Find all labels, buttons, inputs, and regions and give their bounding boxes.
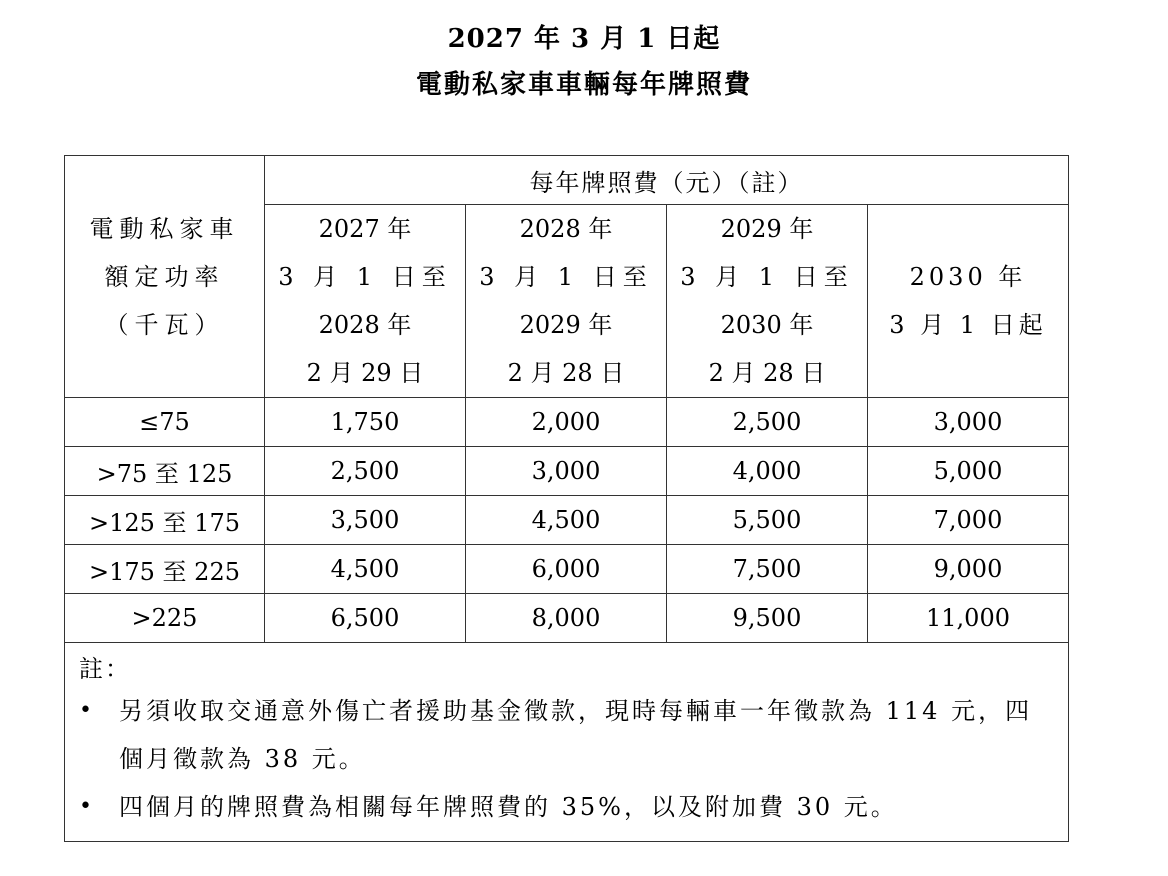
fee-cell: 2,000	[466, 398, 667, 447]
fee-cell: 5,000	[868, 447, 1069, 496]
header-row-main	[65, 156, 1069, 205]
fee-cell: 2,500	[265, 447, 466, 496]
period-line: 2 月 28 日	[708, 359, 826, 387]
fee-cell: 4,500	[466, 496, 667, 545]
fee-cell: 7,000	[868, 496, 1069, 545]
fee-cell: 7,500	[667, 545, 868, 594]
period-line: 2029 年	[519, 311, 613, 339]
period-header	[265, 205, 466, 398]
fee-cell: 4,000	[667, 447, 868, 496]
fee-cell: 3,000	[868, 398, 1069, 447]
power-band-cell: >75 至 125	[65, 447, 265, 496]
period-line: 3 月 1 日至	[680, 263, 854, 291]
note-text: 四個月的牌照費為相關每年牌照費的 35%，以及附加費 30 元。	[119, 793, 898, 821]
power-header-line: （千瓦）	[104, 310, 225, 339]
fee-cell: 6,000	[466, 545, 667, 594]
bullet-icon: •	[79, 794, 95, 819]
period-line: 3 月 1 日至	[479, 263, 653, 291]
note-text: 另須收取交通意外傷亡者援助基金徵款，現時每輛車一年徵款為 114 元，四個月徵款為 38 元。	[119, 697, 1033, 773]
page-title-date: 2027 年 3 月 1 日起	[447, 24, 721, 54]
table-row	[65, 496, 1069, 545]
table-row	[65, 447, 1069, 496]
period-line: 3 月 1 日起	[889, 311, 1047, 339]
period-header	[667, 205, 868, 398]
power-header-line: 電動私家車	[89, 214, 240, 243]
period-line: 2029 年	[720, 215, 814, 243]
bullet-icon: •	[79, 698, 95, 723]
power-band-cell: >175 至 225	[65, 545, 265, 594]
table-row	[65, 594, 1069, 643]
notes-cell	[65, 643, 1069, 842]
period-line: 2 月 29 日	[306, 359, 424, 387]
fee-cell: 8,000	[466, 594, 667, 643]
fee-cell: 6,500	[265, 594, 466, 643]
period-line: 2027 年	[318, 215, 412, 243]
fee-cell: 1,750	[265, 398, 466, 447]
fee-cell: 9,500	[667, 594, 868, 643]
period-line: 2030 年	[720, 311, 814, 339]
note-item	[79, 783, 1054, 831]
power-band-cell: ≤75	[65, 398, 265, 447]
notes-row	[65, 643, 1069, 842]
period-line: 2028 年	[318, 311, 412, 339]
annual-fee-header: 每年牌照費（元）（註）	[265, 156, 1069, 205]
table-row	[65, 545, 1069, 594]
notes-title: 註：	[79, 655, 131, 683]
power-band-cell: >225	[65, 594, 265, 643]
power-rating-header	[65, 156, 265, 398]
fee-cell: 4,500	[265, 545, 466, 594]
period-header	[466, 205, 667, 398]
fee-cell: 2,500	[667, 398, 868, 447]
period-header	[868, 205, 1069, 398]
period-line: 3 月 1 日至	[278, 263, 452, 291]
period-line: 2 月 28 日	[507, 359, 625, 387]
license-fee-table	[64, 155, 1069, 842]
fee-cell: 5,500	[667, 496, 868, 545]
period-line: 2030 年	[909, 263, 1027, 291]
power-header-line: 額定功率	[104, 262, 225, 291]
fee-cell: 11,000	[868, 594, 1069, 643]
table-row	[65, 398, 1069, 447]
fee-cell: 3,500	[265, 496, 466, 545]
power-band-cell: >125 至 175	[65, 496, 265, 545]
fee-cell: 9,000	[868, 545, 1069, 594]
fee-cell: 3,000	[466, 447, 667, 496]
note-item	[79, 687, 1054, 783]
period-line: 2028 年	[519, 215, 613, 243]
page-title: 電動私家車車輛每年牌照費	[415, 70, 752, 100]
